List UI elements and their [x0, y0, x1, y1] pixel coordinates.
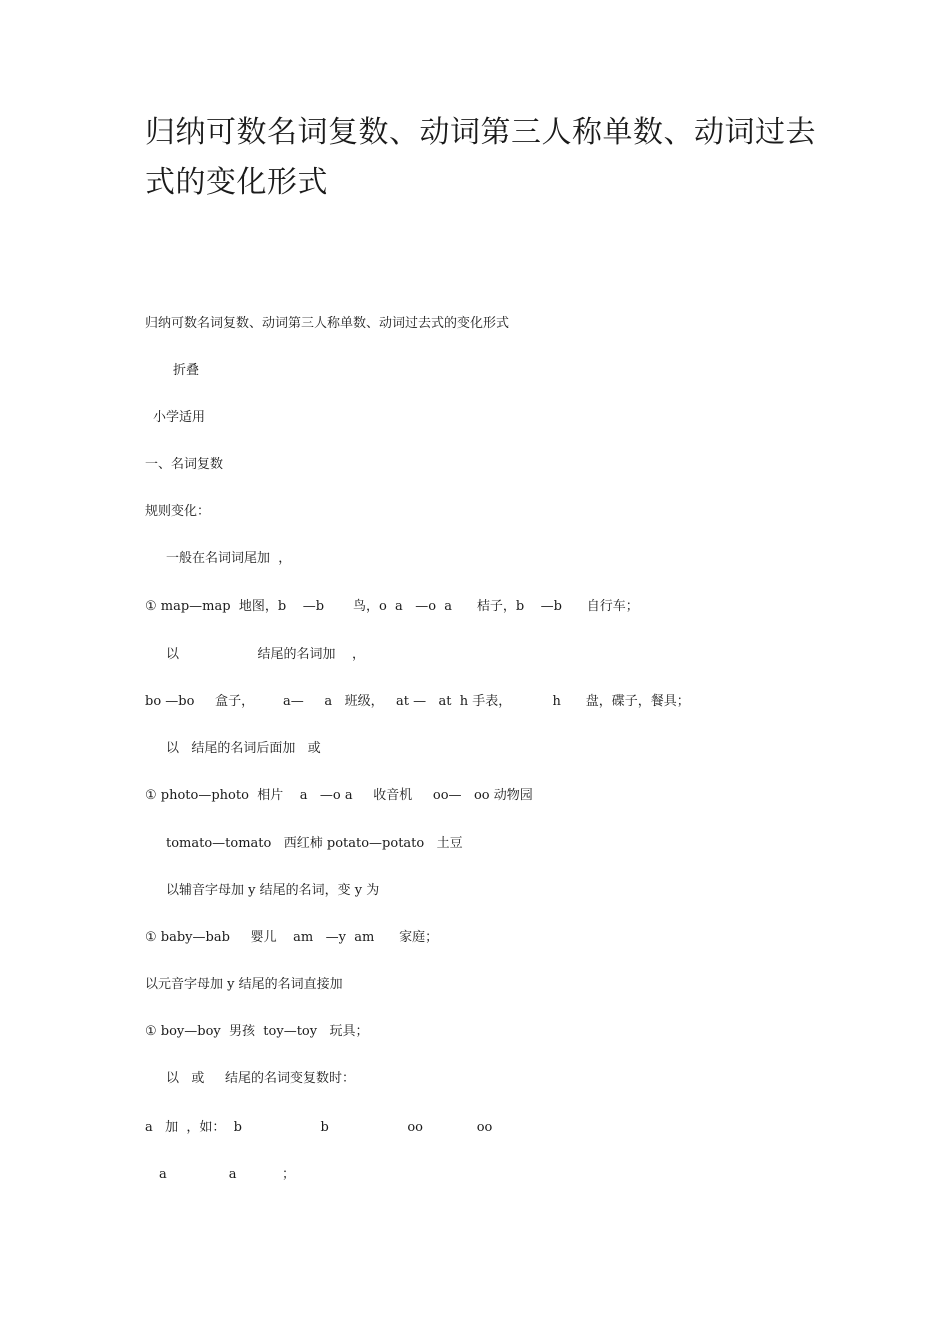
text-line: 规则变化：	[145, 504, 211, 519]
text-line: a 加 ，如： b b oo oo	[145, 1120, 493, 1135]
text-line: 以元音字母加 y 结尾的名词直接加	[145, 977, 343, 992]
text-line: 一般在名词词尾加 ，	[166, 551, 292, 566]
text-line: 归纳可数名词复数、动词第三人称单数、动词过去式的变化形式	[145, 316, 510, 331]
text-line: bo —bo 盒子， a— a 班级， at — at h 手表， h 盘，碟子，餐具；	[145, 694, 690, 709]
text-line: 以 或 结尾的名词变复数时：	[166, 1071, 356, 1086]
text-line: a a ；	[159, 1167, 295, 1182]
text-line: 以 结尾的名词加 ，	[166, 647, 366, 662]
text-line: tomato—tomato 西红柿 potato—potato 土豆	[166, 836, 463, 851]
text-line: 以 结尾的名词后面加 或	[166, 741, 321, 756]
text-line: ① photo—photo 相片 a —o a 收音机 oo— oo 动物园	[145, 788, 533, 803]
document-title: 归纳可数名词复数、动词第三人称单数、动词过去式的变化形式	[145, 115, 816, 200]
text-line: 一、名词复数	[145, 457, 224, 472]
text-line: 小学适用	[153, 410, 206, 425]
text-line: ① baby—bab 婴儿 am —y am 家庭；	[145, 930, 439, 945]
text-line: ① boy—boy 男孩 toy—toy 玩具；	[145, 1024, 369, 1039]
text-line: ① map—map 地图，b —b 鸟，o a —o a 桔子，b —b 自行车；	[145, 599, 639, 614]
text-line: 以辅音字母加 y 结尾的名词，变 y 为	[166, 883, 380, 898]
text-line: 折叠	[173, 363, 200, 378]
